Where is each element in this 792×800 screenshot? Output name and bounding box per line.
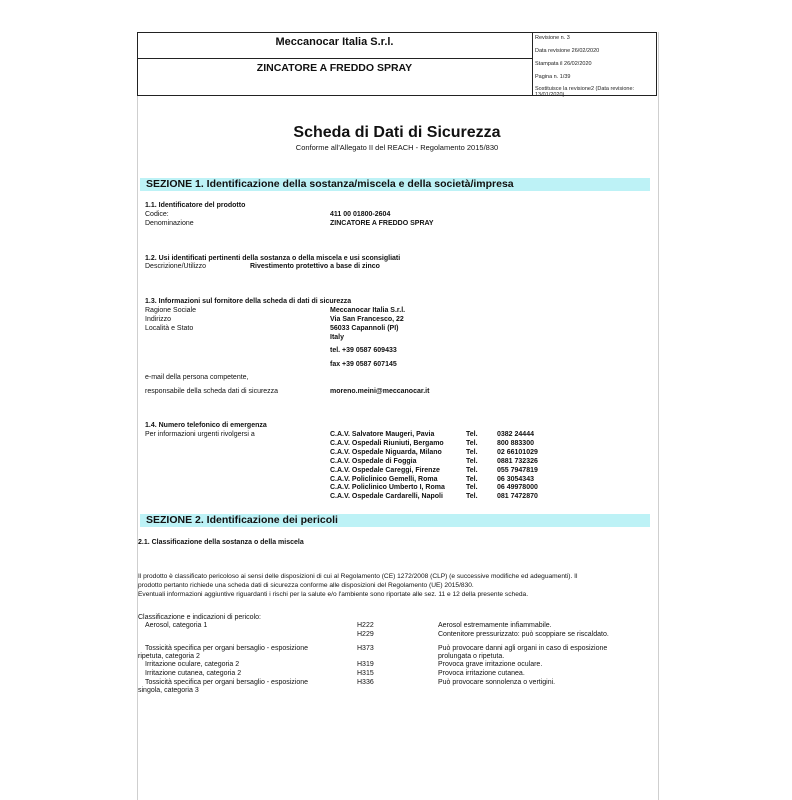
header-divider [532,32,533,96]
s21-heading: 2.1. Classificazione della sostanza o della miscela [138,539,304,546]
contact-number: 081 7472870 [497,493,538,500]
country-value: Italy [330,334,345,341]
company-label: Ragione Sociale [145,307,196,314]
contact-name: C.A.V. Policlinico Gemelli, Roma [330,476,438,483]
hazard-code: H336 [357,679,374,686]
address-label: Indirizzo [145,316,172,323]
company-value: Meccanocar Italia S.r.l. [330,307,406,314]
section-1-heading: SEZIONE 1. Identificazione della sostanza/miscela e della società/impresa [146,178,514,190]
replaces-revision: Sostituisce la revisione2 (Data revisione: [535,86,635,92]
contact-tel-label: Tel. [466,493,478,500]
hazard-description: Provoca irritazione cutanea. [438,670,525,677]
classification-paragraph: Il prodotto è classificato pericoloso ai sensi delle disposizioni di cui al Regolamento (CE) 1272/2008 (CLP) (e successive modifiche ed adeguamenti). Il [138,573,578,580]
hazard-code: H373 [357,645,374,652]
contact-name: C.A.V. Ospedale Niguarda, Milano [330,449,442,456]
hazard-category: ripetuta, categoria 2 [138,653,200,660]
header-divider [137,58,532,59]
hazard-description: prolungata o ripetuta. [438,653,505,660]
product-name: ZINCATORE A FREDDO SPRAY [256,62,413,74]
contact-tel-label: Tel. [466,467,478,474]
contact-tel-label: Tel. [466,476,478,483]
contact-name: C.A.V. Policlinico Umberto I, Roma [330,484,445,491]
contact-tel-label: Tel. [466,449,478,456]
contact-tel-label: Tel. [466,440,478,447]
s14-heading: 1.4. Numero telefonico di emergenza [145,422,267,429]
contact-number: 0382 24444 [497,431,534,438]
use-label: Descrizione/Utilizzo [145,263,207,270]
hazard-category: Tossicità specifica per organi bersaglio - esposizione [145,679,309,686]
hazard-category: Irritazione cutanea, categoria 2 [145,670,242,677]
hazard-code: H315 [357,670,374,677]
company-name: Meccanocar Italia S.r.l. [275,36,394,48]
classification-paragraph: Eventuali informazioni aggiuntive riguardanti i rischi per la salute e/o l'ambiente sono riportate alle sez. 11 e 12 della presente scheda. [138,591,529,598]
revision-date: Data revisione 26/02/2020 [535,48,600,54]
contact-name: C.A.V. Salvatore Maugeri, Pavia [330,431,435,438]
classification-paragraph: prodotto pertanto richiede una scheda dati di sicurezza conforme alle disposizioni del Regolamento (UE) 2015/830. [138,582,474,589]
hazard-category: Aerosol, categoria 1 [145,622,208,629]
contact-number: 06 49978000 [497,484,538,491]
contact-number: 06 3054343 [497,476,534,483]
city-value: 56033 Capannoli (PI) [330,325,399,332]
contact-tel-label: Tel. [466,431,478,438]
hazard-code: H222 [357,622,374,629]
city-label: Località e Stato [145,325,194,332]
contact-tel-label: Tel. [466,458,478,465]
hazard-description: Aerosol estremamente infiammabile. [438,622,552,629]
contact-name: C.A.V. Ospedale di Foggia [330,458,417,465]
hazard-description: Provoca grave irritazione oculare. [438,661,543,668]
contact-number: 055 7947819 [497,467,538,474]
contact-name: C.A.V. Ospedale Careggi, Firenze [330,467,440,474]
classification-heading: Classificazione e indicazioni di pericolo: [138,614,261,621]
s13-heading: 1.3. Informazioni sul fornitore della scheda di dati di sicurezza [145,298,352,305]
hazard-category: Irritazione oculare, categoria 2 [145,661,240,668]
contact-name: C.A.V. Ospedale Cardarelli, Napoli [330,493,443,500]
email-label: e-mail della persona competente, [145,374,249,381]
contact-name: C.A.V. Ospedali Riuniuti, Bergamo [330,440,444,447]
hazard-code: H319 [357,661,374,668]
contact-tel-label: Tel. [466,484,478,491]
document-title: Scheda di Dati di Sicurezza [293,124,501,141]
contact-number: 02 66101029 [497,449,538,456]
revision-number: Revisione n. 3 [535,35,570,41]
section-2-heading: SEZIONE 2. Identificazione dei pericoli [146,514,338,526]
hazard-description: Può provocare danni agli organi in caso di esposizione [438,645,608,652]
contact-number: 0881 732326 [497,458,538,465]
contact-number: 800 883300 [497,440,534,447]
page-number: Pagina n. 1/39 [535,74,571,80]
printed-date: Stampata il 26/02/2020 [535,61,592,67]
code-value: 411 00 01800-2604 [330,211,391,218]
replaces-revision-date: 13/01/2020) [535,92,565,98]
use-value: Rivestimento protettivo a base di zinco [250,263,380,270]
hazard-code: H229 [357,631,374,638]
s12-heading: 1.2. Usi identificati pertinenti della sostanza o della miscela e usi sconsigliati [145,255,401,262]
code-label: Codice: [145,211,169,218]
document-subtitle: Conforme all'Allegato II del REACH - Regolamento 2015/830 [295,143,499,152]
email-value: moreno.meini@meccanocar.it [330,388,430,395]
fax-value: fax +39 0587 607145 [330,361,397,368]
hazard-description: Contenitore pressurizzato: può scoppiare se riscaldato. [438,631,609,638]
emergency-label: Per informazioni urgenti rivolgersi a [145,431,255,438]
s11-heading: 1.1. Identificatore del prodotto [145,202,246,209]
name-value: ZINCATORE A FREDDO SPRAY [330,220,434,227]
hazard-category: Tossicità specifica per organi bersaglio - esposizione [145,645,309,652]
email-label-2: responsabile della scheda dati di sicurezza [145,388,279,395]
hazard-category: singola, categoria 3 [138,687,199,694]
phone-value: tel. +39 0587 609433 [330,347,397,354]
address-value: Via San Francesco, 22 [330,316,404,323]
hazard-description: Può provocare sonnolenza o vertigini. [438,679,556,686]
name-label: Denominazione [145,220,194,227]
